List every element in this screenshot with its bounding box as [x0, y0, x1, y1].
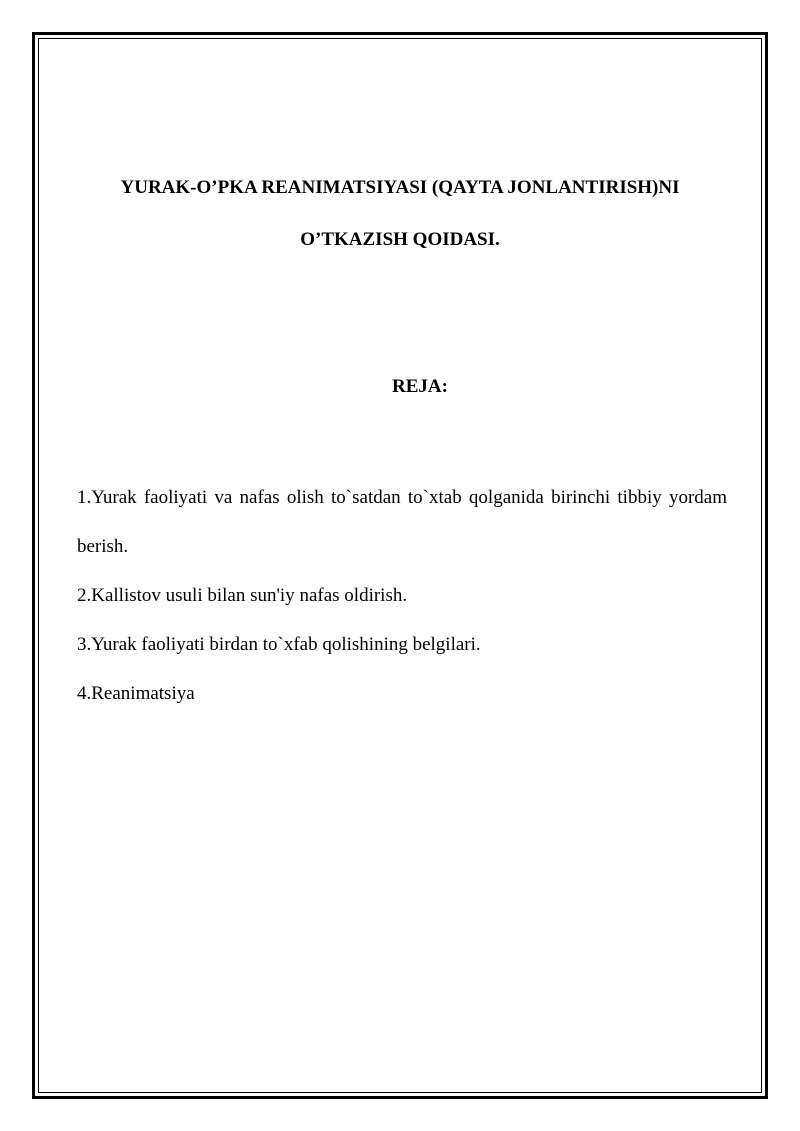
plan-heading: REJA: [392, 376, 448, 397]
document-title-line-1: YURAK-O’PKA REANIMATSIYASI (QAYTA JONLANTIRISH)NI [120, 177, 680, 198]
plan-item-1: 1.Yurak faoliyati va nafas olish to`satdan to`xtab qolganida birinchi tibbiy yordam berish. [77, 487, 727, 557]
plan-item-2: 2.Kallistov usuli bilan sun'iy nafas oldirish. [77, 585, 408, 606]
plan-item-4: 4.Reanimatsiya [77, 683, 195, 704]
plan-list [77, 473, 727, 718]
document-title-line-2: O’TKAZISH QOIDASI. [300, 229, 500, 250]
plan-item-3: 3.Yurak faoliyati birdan to`xfab qolishining belgilari. [77, 634, 481, 655]
